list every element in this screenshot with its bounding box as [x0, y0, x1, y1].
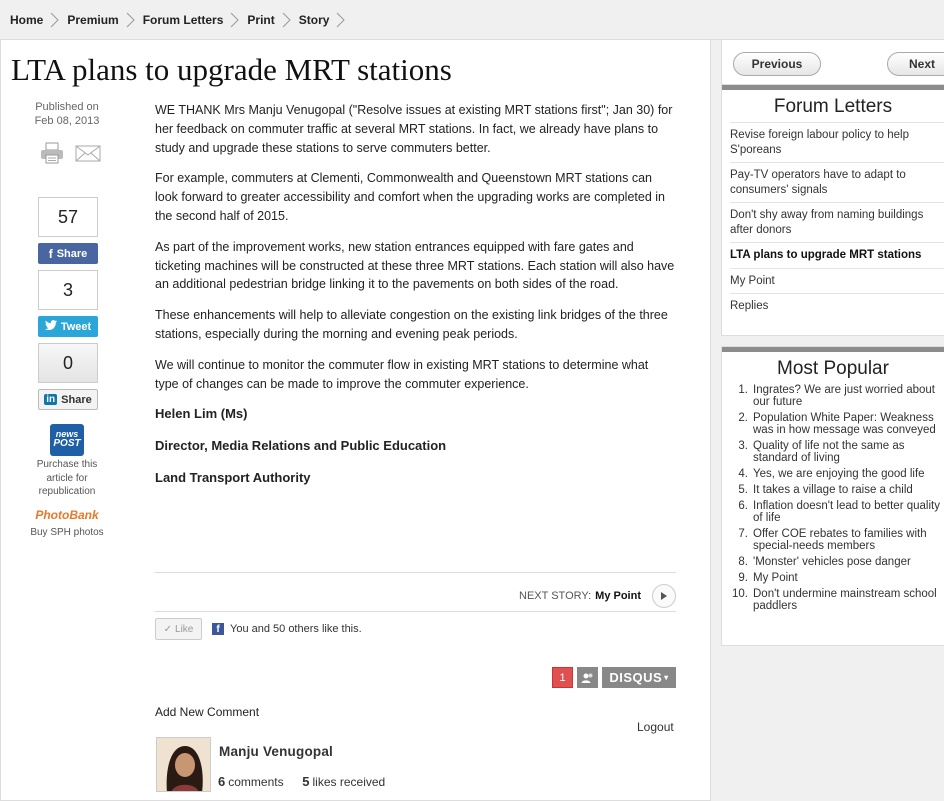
chevron-right-icon: [227, 11, 241, 29]
list-item-current[interactable]: LTA plans to upgrade MRT stations: [730, 242, 944, 268]
facebook-share-button[interactable]: [38, 243, 98, 264]
disqus-notification-count[interactable]: 1: [552, 667, 573, 688]
divider: [155, 611, 676, 612]
list-number: 4.: [738, 468, 748, 480]
list-item[interactable]: [728, 556, 944, 568]
article-paragraph: We will continue to monitor the commuter flow in existing MRT stations to determine what type of changes can be made to improve the commuter experience.: [155, 357, 649, 391]
email-icon[interactable]: [75, 141, 101, 170]
breadcrumb-forum-label[interactable]: Forum Letters: [142, 12, 224, 27]
list-item[interactable]: [728, 384, 944, 408]
disqus-logo[interactable]: [602, 667, 676, 688]
list-item-label[interactable]: Quality of life not the same as standard of living: [753, 440, 905, 464]
caret-down-icon: ▾: [664, 673, 669, 682]
linkedin-share-label: Share: [61, 393, 92, 406]
chevron-right-icon: [279, 11, 293, 29]
likes-count-label: likes received: [312, 775, 386, 789]
checkmark-icon: ✓: [163, 623, 173, 635]
breadcrumb-forum-letters[interactable]: [143, 11, 248, 29]
facebook-share-label: Share: [56, 247, 88, 260]
list-number: 1.: [738, 384, 748, 396]
avatar[interactable]: [156, 737, 211, 792]
likes-count: 5: [302, 774, 310, 789]
like-button[interactable]: [155, 618, 202, 640]
play-arrow-icon[interactable]: [652, 584, 676, 608]
published-label: Published on: [35, 101, 99, 113]
comment-count-label: comments: [228, 775, 284, 789]
article-paragraph: WE THANK Mrs Manju Venugopal ("Resolve issues at existing MRT stations first"; Jan 30) for her feedback on commuter traffic at several MRT stations. In fact, we already have plans to study and upgrade these stations to serve commuters better.: [155, 103, 673, 155]
newspost-logo-line2: POST: [53, 438, 81, 449]
published-info: [11, 100, 123, 128]
forum-letters-list: [722, 122, 944, 319]
list-item[interactable]: [728, 484, 944, 496]
list-item-label[interactable]: It takes a village to raise a child: [753, 484, 913, 496]
list-number: 8.: [738, 556, 748, 568]
list-item-label[interactable]: Yes, we are enjoying the good life: [753, 468, 925, 480]
published-date: Feb 08, 2013: [34, 115, 100, 127]
main-content: [0, 40, 711, 801]
user-icon[interactable]: [577, 667, 598, 688]
article-body: [155, 101, 675, 501]
next-story-label: NEXT STORY:: [519, 590, 592, 602]
list-item[interactable]: [728, 468, 944, 480]
most-popular-title: Most Popular: [777, 358, 889, 379]
list-item-label[interactable]: My Point: [753, 572, 798, 584]
add-comment-heading: Add New Comment: [155, 705, 260, 719]
list-item-label[interactable]: Population White Paper: Weakness was in how message was conveyed: [753, 412, 936, 436]
disqus-bar: [552, 667, 676, 688]
article-paragraph: For example, commuters at Clementi, Commonwealth and Queenstown MRT stations can look forward to greater accessibility and comfort when the upgrading works are completed in the second half of 2015.: [155, 171, 665, 223]
next-story-title[interactable]: My Point: [595, 590, 641, 602]
list-number: 6.: [738, 500, 748, 512]
divider: [155, 572, 676, 573]
article-title: LTA plans to upgrade MRT stations: [11, 52, 452, 87]
breadcrumb-premium-label[interactable]: Premium: [67, 12, 119, 27]
breadcrumb-story[interactable]: [299, 11, 354, 29]
author-title: Director, Media Relations and Public Education: [155, 438, 447, 454]
like-count-text: You and 50 others like this.: [230, 623, 362, 635]
list-item-label[interactable]: Offer COE rebates to families with special-needs members: [753, 528, 927, 552]
list-item[interactable]: [728, 528, 944, 552]
tweet-count: 3: [38, 270, 98, 310]
newspost-logo[interactable]: [50, 424, 84, 456]
user-stats: [218, 774, 385, 789]
tweet-button[interactable]: [38, 316, 98, 337]
list-number: 7.: [738, 528, 748, 540]
list-item-label[interactable]: Don't undermine mainstream school paddlers: [753, 588, 937, 612]
forum-letters-box: [721, 84, 944, 336]
list-item-label[interactable]: Inflation doesn't lead to better quality of life: [753, 500, 940, 524]
breadcrumb-home[interactable]: [10, 11, 67, 29]
disqus-logo-text: DISQUS: [609, 670, 663, 685]
like-button-label: Like: [175, 623, 194, 635]
purchase-article-link[interactable]: Purchase this article for republication: [36, 459, 98, 497]
print-icon[interactable]: [39, 141, 65, 170]
facebook-icon: f: [212, 623, 224, 635]
article-paragraph: These enhancements will help to alleviate congestion on the existing link bridges of the three stations, especially during the morning and evening peak periods.: [155, 308, 668, 341]
list-item[interactable]: Revise foreign labour policy to help S'poreans: [730, 122, 944, 162]
list-item[interactable]: Pay-TV operators have to adapt to consumers' signals: [730, 162, 944, 202]
list-item[interactable]: [728, 572, 944, 584]
chevron-right-icon: [123, 11, 137, 29]
story-navigation: [721, 40, 944, 86]
list-item[interactable]: Replies: [730, 293, 944, 319]
list-item[interactable]: My Point: [730, 268, 944, 294]
tweet-label: Tweet: [60, 320, 92, 333]
user-name[interactable]: Manju Venugopal: [219, 744, 334, 759]
list-item[interactable]: [728, 500, 944, 524]
linkedin-icon: in: [46, 394, 56, 405]
linkedin-share-button[interactable]: [38, 389, 98, 410]
breadcrumb: [0, 0, 944, 40]
most-popular-box: [721, 346, 944, 646]
previous-button[interactable]: Previous: [733, 52, 821, 76]
photobank-logo[interactable]: PhotoBank: [35, 508, 99, 522]
comment-count: 6: [218, 774, 226, 789]
list-number: 3.: [738, 440, 748, 452]
facebook-icon: f: [48, 246, 53, 261]
breadcrumb-print-label[interactable]: Print: [247, 12, 275, 27]
chevron-right-icon: [333, 11, 347, 29]
breadcrumb-home-label[interactable]: Home: [10, 12, 44, 27]
next-story[interactable]: [155, 582, 676, 610]
author-name: Helen Lim (Ms): [155, 406, 248, 422]
list-item[interactable]: [728, 412, 944, 436]
linkedin-share-count: 0: [38, 343, 98, 383]
list-number: 9.: [738, 572, 748, 584]
author-organization: Land Transport Authority: [155, 469, 311, 485]
buy-sph-photos-link[interactable]: Buy SPH photos: [30, 527, 104, 538]
list-item[interactable]: [728, 440, 944, 464]
next-button[interactable]: Next: [887, 52, 944, 76]
breadcrumb-premium[interactable]: [67, 11, 142, 29]
list-number: 10.: [732, 588, 748, 600]
twitter-bird-icon: [45, 320, 57, 333]
list-item-label[interactable]: 'Monster' vehicles pose danger: [753, 556, 911, 568]
list-item[interactable]: [728, 588, 944, 612]
list-item-label[interactable]: Ingrates? We are just worried about our future: [753, 384, 935, 408]
facebook-like-widget: [155, 618, 362, 640]
list-number: 2.: [738, 412, 748, 424]
list-number: 5.: [738, 484, 748, 496]
article-paragraph: As part of the improvement works, new station entrances equipped with fare gates and ticketing machines will be constructed at these three MRT stations. Each station will also have an additional pedestrian bridge linking it to the pavements on both sides of the road.: [155, 239, 675, 292]
article-tools: [39, 141, 101, 170]
forum-letters-title: Forum Letters: [773, 96, 893, 117]
most-popular-list: [722, 384, 944, 612]
newspost-logo-line1: news: [55, 429, 79, 439]
facebook-share-count: 57: [38, 197, 98, 237]
breadcrumb-print[interactable]: [247, 11, 298, 29]
breadcrumb-story-label[interactable]: Story: [298, 12, 330, 27]
chevron-right-icon: [47, 11, 61, 29]
list-item[interactable]: Don't shy away from naming buildings after donors: [730, 202, 944, 242]
logout-link[interactable]: Logout: [637, 720, 674, 734]
